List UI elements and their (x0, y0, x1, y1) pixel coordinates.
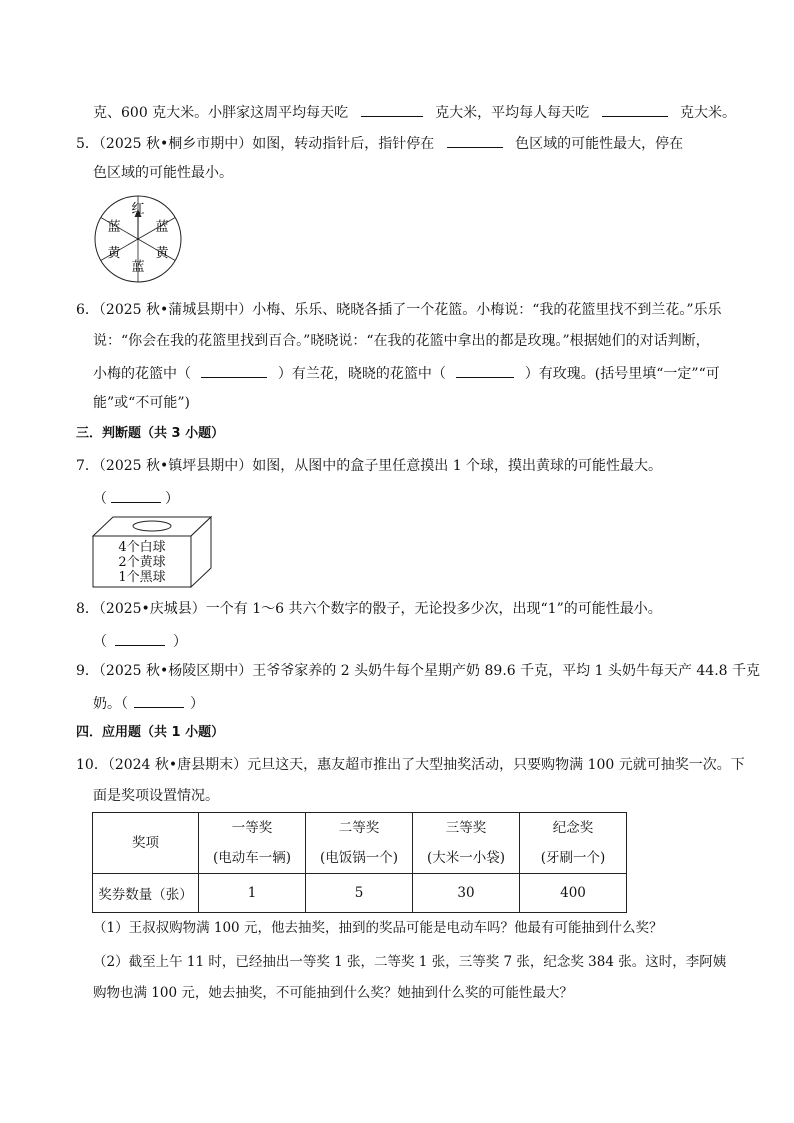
section-heading-judgement: 三．判断题（共 3 小题） (76, 426, 225, 441)
q4-blank-1[interactable] (361, 101, 423, 117)
spinner-sector-lower-right: 黄 (155, 246, 169, 261)
q6-line-4: 能”或“不可能”) (93, 395, 190, 411)
q6-line-3: 小梅的花篮中（ ）有兰花，晓晓的花篮中（ ）有玫瑰。(括号里填“一定”“可 (93, 362, 720, 384)
q6-line-1: 6．（2025 秋•蒲城县期中）小梅、乐乐、晓晓各插了一个花篮。小梅说：“我的花篮里找不到兰花。”乐乐 (76, 302, 722, 318)
table-cell: 1 (199, 874, 306, 913)
spinner-figure (93, 194, 183, 284)
q7-answer: （ ） (93, 487, 179, 509)
table-cell: 5 (306, 874, 413, 913)
spinner-sector-upper-right: 蓝 (155, 220, 169, 235)
spinner-sector-bottom: 蓝 (131, 260, 145, 275)
q7-blank[interactable] (111, 487, 161, 503)
table-row-label: 奖券数量（张） (93, 874, 199, 913)
table-header-cell: 二等奖 (电饭锅一个) (306, 813, 413, 874)
q7-line-1: 7．（2025 秋•镇坪县期中）如图，从图中的盒子里任意摸出 1 个球，摸出黄球的可能性最大。 (76, 458, 663, 474)
table-header-cell: 纪念奖 (牙刷一个) (520, 813, 627, 874)
q5-blank-most[interactable] (447, 132, 503, 148)
q5-line-1: 5．（2025 秋•桐乡市期中）如图，转动指针后，指针停在 色区域的可能性最大，停在 (76, 132, 683, 154)
q9-answer: 奶。（ ） (93, 692, 204, 714)
q6-line-2: 说：“你会在我的花篮里找到百合。”晓晓说：“在我的花篮中拿出的都是玫瑰。”根据她们的对话判断， (93, 333, 710, 349)
table-cell: 400 (520, 874, 627, 913)
q10-sub-2-line-2: 购物也满 100 元，她去抽奖，不可能抽到什么奖？她抽到什么奖的可能性最大？ (93, 985, 573, 1001)
table-header-cell: 三等奖 (大米一小袋) (413, 813, 520, 874)
table-row (93, 874, 627, 913)
table-cell: 30 (413, 874, 520, 913)
q6-blank-1[interactable] (201, 362, 267, 378)
box-label-yellow: 2个黄球 (118, 555, 166, 570)
q5-line-2: 色区域的可能性最小。 (93, 165, 233, 181)
table-row (93, 813, 627, 874)
q10-line-2: 面是奖项设置情况。 (93, 788, 219, 804)
q8-blank[interactable] (115, 630, 165, 646)
table-header-cell: 奖项 (93, 813, 199, 874)
q8-answer: （ ） (93, 630, 187, 652)
q10-line-1: 10．（2024 秋•唐县期末）元旦这天，惠友超市推出了大型抽奖活动，只要购物满 100 元就可抽奖一次。下 (76, 757, 745, 773)
spinner-sector-upper-left: 蓝 (107, 220, 121, 235)
q10-sub-1: （1）王叔叔购物满 100 元，他去抽奖，抽到的奖品可能是电动车吗？他最有可能抽到什么奖？ (93, 920, 663, 936)
spinner-sector-top: 红 (131, 202, 145, 217)
table-header-cell: 一等奖 (电动车一辆) (199, 813, 306, 874)
spinner-sector-lower-left: 黄 (107, 246, 121, 261)
box-label-white: 4个白球 (118, 540, 166, 555)
q9-blank[interactable] (134, 692, 184, 708)
q10-sub-2-line-1: （2）截至上午 11 时，已经抽出一等奖 1 张，二等奖 1 张，三等奖 7 张，纪念奖 384 张。这时，李阿姨 (93, 954, 727, 970)
q9-line-1: 9．（2025 秋•杨陵区期中）王爷爷家养的 2 头奶牛每个星期产奶 89.6 千克，平均 1 头奶牛每天产 44.8 千克 (76, 663, 761, 679)
box-label-black: 1个黑球 (118, 570, 166, 585)
box-slot (133, 521, 171, 531)
q4-line: 克、600 克大米。小胖家这周平均每天吃 克大米，平均每人每天吃 克大米。 (93, 101, 736, 123)
q6-blank-2[interactable] (456, 362, 514, 378)
q8-line-1: 8．（2025•庆城县）一个有 1～6 共六个数字的骰子，无论投多少次，出现“1”的可能性最小。 (76, 601, 662, 617)
q4-blank-2[interactable] (602, 101, 668, 117)
prize-table (92, 812, 627, 913)
section-heading-application: 四．应用题（共 1 小题） (76, 725, 225, 740)
